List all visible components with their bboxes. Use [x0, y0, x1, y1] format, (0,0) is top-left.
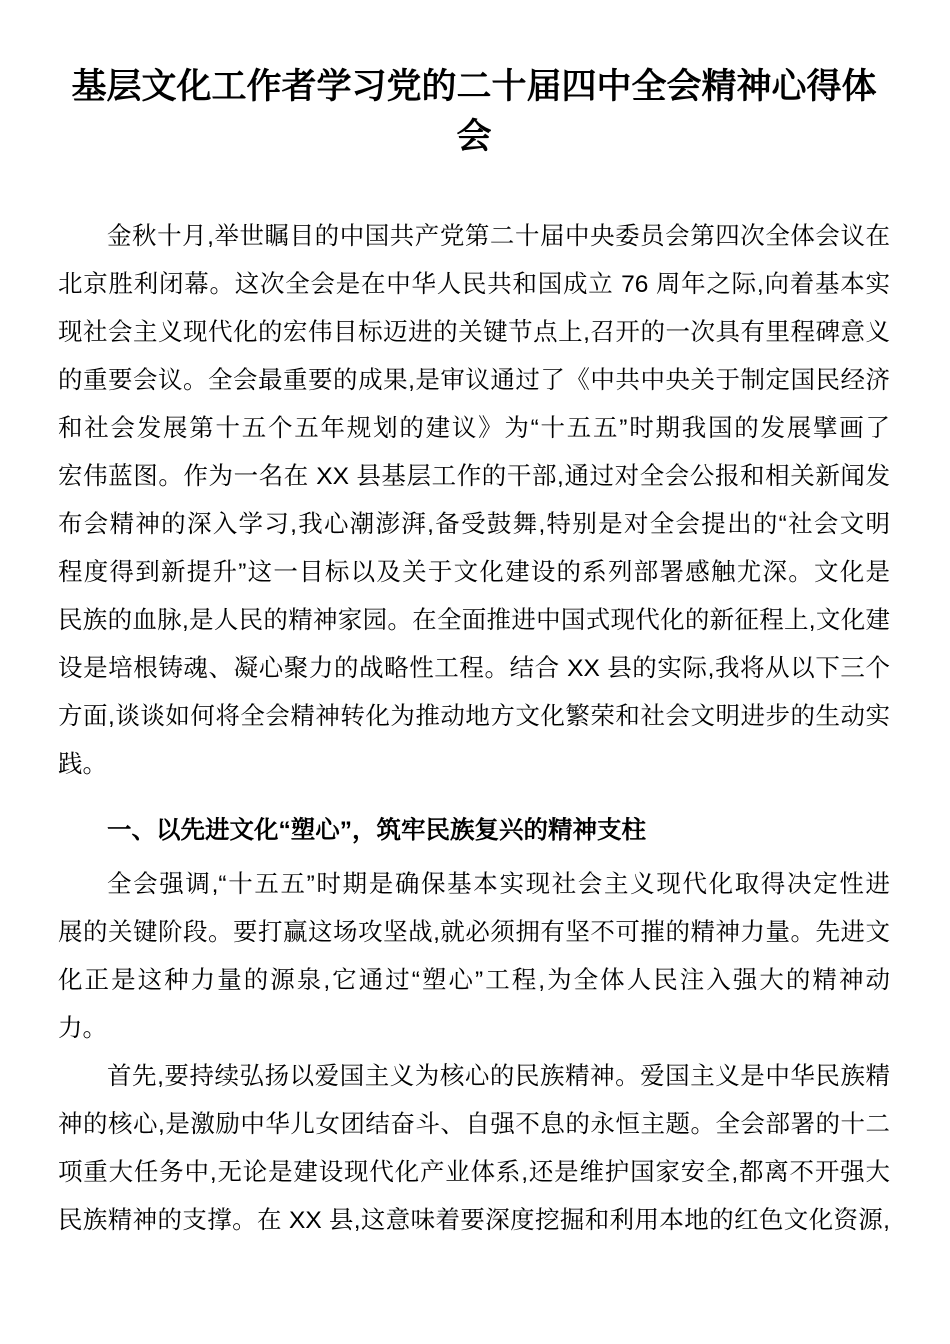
document-title: 基层文化工作者学习党的二十届四中全会精神心得体会 — [71, 67, 877, 156]
text-line: 设是培根铸魂、凝心聚力的战略性工程。结合 XX 县的实际,我将从以下三个 — [58, 655, 890, 682]
text-line: 北京胜利闭幕。这次全会是在中华人民共和国成立 76 周年之际,向着基本实 — [58, 271, 890, 298]
text-line: 民族的血脉,是人民的精神家园。在全面推进中国式现代化的新征程上,文化建 — [58, 607, 890, 634]
document-body — [58, 213, 890, 1245]
text-line: 方面,谈谈如何将全会精神转化为推动地方文化繁荣和社会文明进步的生动实 — [58, 703, 890, 730]
text-line: 践。 — [58, 751, 107, 778]
paragraph — [58, 1053, 890, 1245]
text-line: 金秋十月,举世瞩目的中国共产党第二十届中央委员会第四次全体会议在 — [107, 223, 890, 250]
text-line: 化正是这种力量的源泉,它通过“塑心”工程,为全体人民注入强大的精神动 — [58, 967, 890, 994]
text-line: 首先,要持续弘扬以爱国主义为核心的民族精神。爱国主义是中华民族精 — [107, 1063, 890, 1090]
text-line: 神的核心,是激励中华儿女团结奋斗、自强不息的永恒主题。全会部署的十二 — [58, 1111, 890, 1138]
text-line: 全会强调,“十五五”时期是确保基本实现社会主义现代化取得决定性进 — [107, 871, 890, 898]
text-line: 宏伟蓝图。作为一名在 XX 县基层工作的干部,通过对全会公报和相关新闻发 — [58, 463, 890, 490]
text-line: 布会精神的深入学习,我心潮澎湃,备受鼓舞,特别是对全会提出的“社会文明 — [58, 511, 890, 538]
section-heading — [58, 807, 890, 855]
text-line: 现社会主义现代化的宏伟目标迈进的关键节点上,召开的一次具有里程碑意义 — [58, 319, 890, 346]
text-line: 和社会发展第十五个五年规划的建议》为“十五五”时期我国的发展擘画了 — [58, 415, 890, 442]
text-line: 民族精神的支撑。在 XX 县,这意味着要深度挖掘和利用本地的红色文化资源, — [58, 1207, 890, 1234]
text-line: 力。 — [58, 1015, 107, 1042]
text-line: 展的关键阶段。要打赢这场攻坚战,就必须拥有坚不可摧的精神力量。先进文 — [58, 919, 890, 946]
text-line: 一、以先进文化“塑心”，筑牢民族复兴的精神支柱 — [107, 817, 646, 844]
text-line: 程度得到新提升”这一目标以及关于文化建设的系列部署感触尤深。文化是 — [58, 559, 890, 586]
paragraph — [58, 213, 890, 789]
text-line: 项重大任务中,无论是建设现代化产业体系,还是维护国家安全,都离不开强大 — [58, 1159, 890, 1186]
text-line: 的重要会议。全会最重要的成果,是审议通过了《中共中央关于制定国民经济 — [58, 367, 890, 394]
paragraph — [58, 861, 890, 1053]
